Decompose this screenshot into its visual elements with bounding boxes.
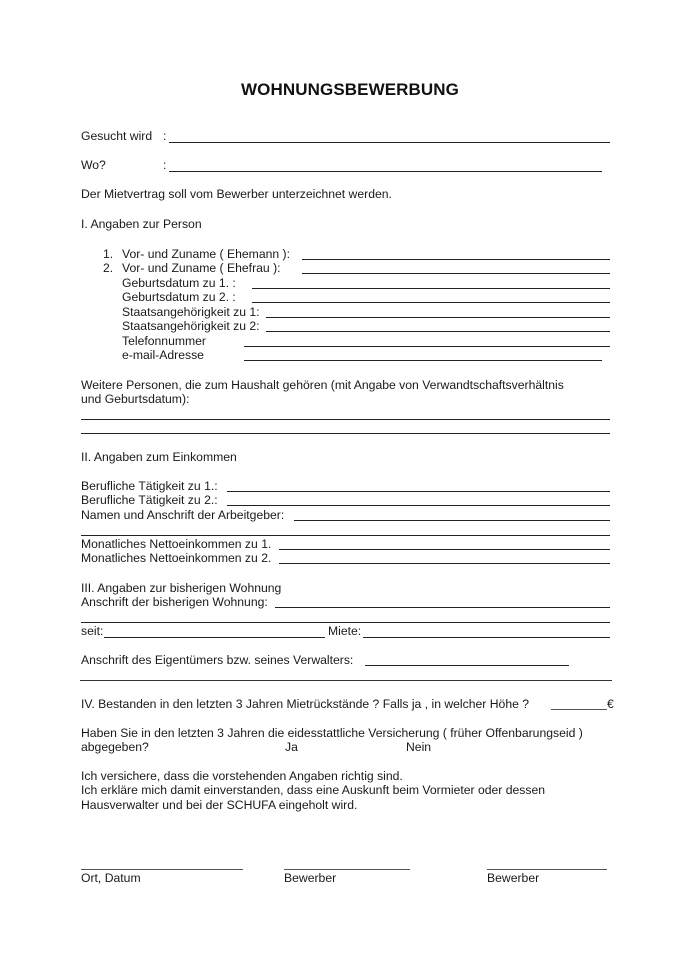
bisherige-anschrift-underline	[275, 607, 610, 608]
eigentuemer-underline	[365, 665, 569, 666]
bisherige-anschrift-label: Anschrift der bisherigen Wohnung:	[81, 595, 268, 609]
seit-underline	[104, 637, 325, 638]
eidesstattliche-question-2: abgegeben?	[81, 740, 149, 754]
weitere-personen-input-2[interactable]	[81, 420, 608, 433]
gesucht-label: Gesucht wird	[81, 129, 153, 143]
arbeitgeber-underline	[294, 520, 610, 521]
bewerber1-signature-line[interactable]	[284, 869, 410, 870]
email-label: e-mail-Adresse	[122, 348, 204, 362]
beruf2-label: Berufliche Tätigkeit zu 2.:	[81, 493, 218, 507]
wo-colon: :	[163, 158, 167, 172]
section-divider	[80, 680, 612, 681]
netto2-underline	[279, 563, 610, 564]
staatsangehoerigkeit1-underline	[266, 317, 610, 318]
page-title: WOHNUNGSBEWERBUNG	[241, 80, 459, 99]
mietrueckstaende-amount-underline	[551, 709, 607, 710]
section3-heading: III. Angaben zur bisherigen Wohnung	[81, 581, 282, 595]
declaration-line-2: Ich erkläre mich damit einverstanden, dass eine Auskunft beim Vormieter oder dessen	[81, 783, 546, 797]
geburtsdatum1-label: Geburtsdatum zu 1. :	[122, 276, 236, 290]
arbeitgeber-input-2[interactable]	[81, 522, 608, 535]
option-nein[interactable]: Nein	[406, 740, 432, 754]
telefon-label: Telefonnummer	[122, 334, 206, 348]
staatsangehoerigkeit2-label: Staatsangehörigkeit zu 2:	[122, 319, 260, 333]
beruf1-label: Berufliche Tätigkeit zu 1.:	[81, 479, 218, 493]
staatsangehoerigkeit2-underline	[266, 331, 610, 332]
miete-underline	[363, 637, 610, 638]
field-num-2: 2.	[103, 261, 114, 275]
beruf2-underline	[227, 505, 610, 506]
seit-input[interactable]	[104, 624, 323, 637]
ehefrau-name-underline	[302, 273, 610, 274]
gesucht-input[interactable]	[169, 129, 609, 142]
currency-symbol: €	[607, 697, 614, 711]
weitere-personen-text-2: und Geburtsdatum):	[81, 392, 190, 406]
section2-heading: II. Angaben zum Einkommen	[81, 450, 237, 464]
bewerber2-label: Bewerber	[487, 871, 540, 885]
miete-input[interactable]	[363, 624, 608, 637]
geburtsdatum2-underline	[252, 302, 610, 303]
seit-label: seit:	[81, 624, 104, 638]
wo-underline	[169, 171, 602, 172]
netto1-label: Monatliches Nettoeinkommen zu 1.	[81, 537, 272, 551]
mietrueckstaende-question: IV. Bestanden in den letzten 3 Jahren Mietrückstände ? Falls ja , in welcher Höhe ?	[81, 697, 530, 711]
notice-text: Der Mietvertrag soll vom Bewerber unterzeichnet werden.	[81, 187, 392, 201]
geburtsdatum1-underline	[252, 288, 610, 289]
bewerber2-signature-line[interactable]	[487, 869, 607, 870]
declaration-line-1: Ich versichere, dass die vorstehenden Angaben richtig sind.	[81, 769, 403, 783]
gesucht-underline	[169, 142, 610, 143]
miete-label: Miete:	[328, 624, 362, 638]
ort-datum-label: Ort, Datum	[81, 871, 141, 885]
eidesstattliche-question-1: Haben Sie in den letzten 3 Jahren die eidesstattliche Versicherung ( früher Offenbarungseid )	[81, 726, 583, 740]
ort-datum-signature-line[interactable]	[81, 869, 243, 870]
netto1-underline	[279, 549, 610, 550]
weitere-personen-text-1: Weitere Personen, die zum Haushalt gehören (mit Angabe von Verwandtschaftsverhältnis	[81, 378, 564, 392]
geburtsdatum2-label: Geburtsdatum zu 2. :	[122, 290, 236, 304]
bisherige-anschrift-input-2[interactable]	[81, 609, 608, 622]
ehemann-name-underline	[302, 259, 610, 260]
staatsangehoerigkeit1-label: Staatsangehörigkeit zu 1:	[122, 305, 260, 319]
beruf1-underline	[227, 491, 610, 492]
ehemann-name-label: Vor- und Zuname ( Ehemann ):	[122, 247, 290, 261]
option-ja[interactable]: Ja	[285, 740, 298, 754]
wo-label: Wo?	[81, 158, 106, 172]
bisherige-anschrift-underline-2	[81, 622, 610, 623]
ehefrau-name-label: Vor- und Zuname ( Ehefrau ):	[122, 261, 281, 275]
section1-heading: I. Angaben zur Person	[81, 217, 202, 231]
eigentuemer-label: Anschrift des Eigentümers bzw. seines Verwalters:	[81, 653, 354, 667]
gesucht-colon: :	[163, 129, 167, 143]
netto2-label: Monatliches Nettoeinkommen zu 2.	[81, 551, 272, 565]
field-num-1: 1.	[103, 247, 114, 261]
declaration-line-3: Hausverwalter und bei der SCHUFA eingeholt wird.	[81, 798, 358, 812]
email-underline	[244, 360, 602, 361]
wo-input[interactable]	[169, 158, 601, 171]
weitere-personen-input-1[interactable]	[81, 406, 608, 419]
arbeitgeber-label: Namen und Anschrift der Arbeitgeber:	[81, 508, 285, 522]
telefon-underline	[244, 346, 610, 347]
arbeitgeber-underline-2	[81, 535, 610, 536]
weitere-personen-underline-2	[81, 433, 610, 434]
bewerber1-label: Bewerber	[284, 871, 337, 885]
